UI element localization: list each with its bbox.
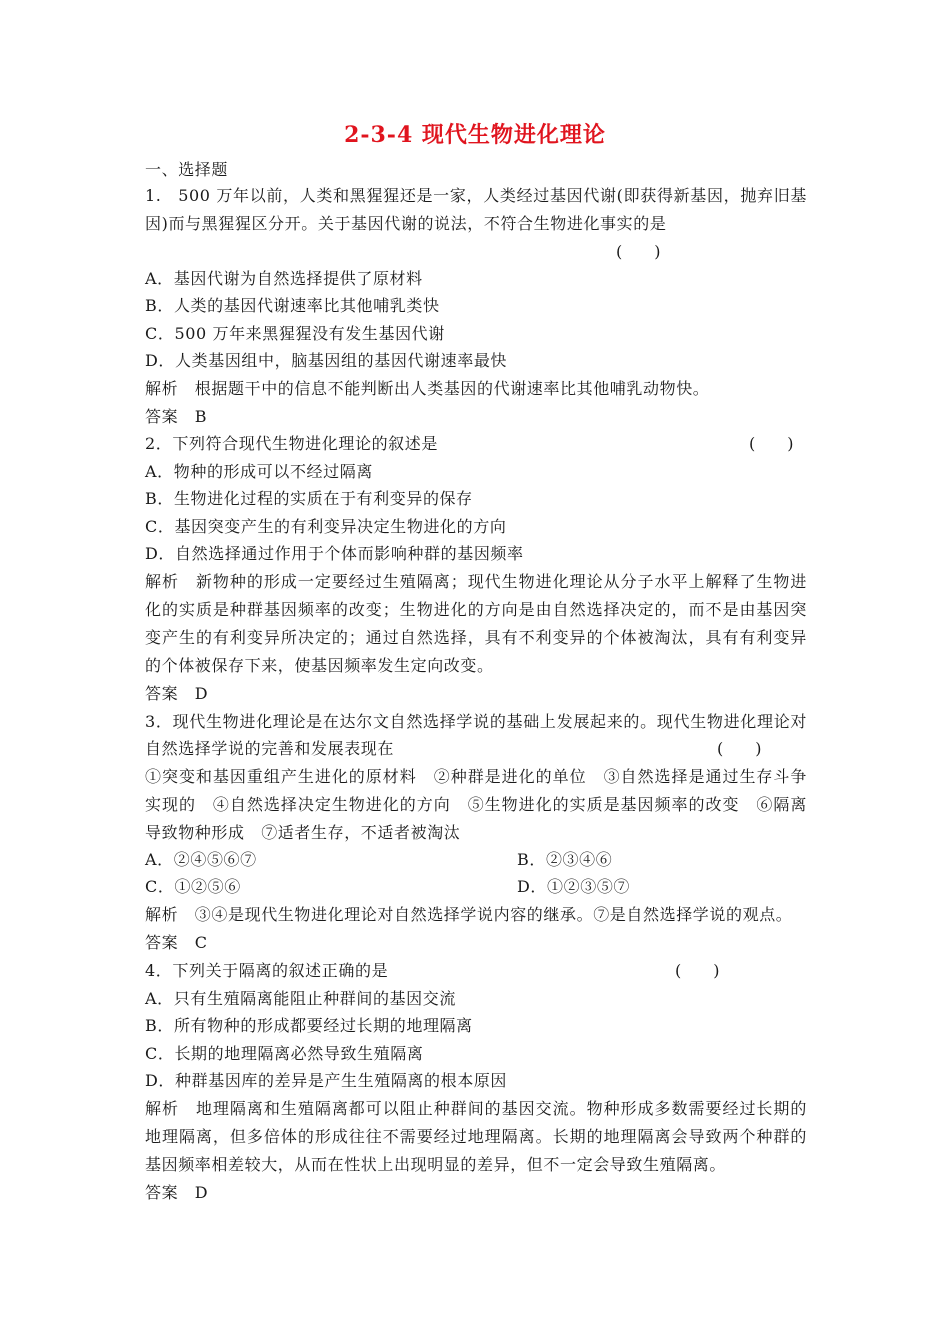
q3-option-a: A．②④⑤⑥⑦ xyxy=(145,850,257,869)
q3-statements-line: 实现的 ④自然选择决定生物进化的方向 ⑤生物进化的实质是基因频率的改变 ⑥隔离 xyxy=(145,795,807,814)
q4-analysis-line: 基因频率相差较大，从而在性状上出现明显的差异，但不一定会导致生殖隔离。 xyxy=(145,1155,727,1174)
q4-answer-paren: ( ) xyxy=(675,961,720,980)
q3-statements-line: 导致物种形成 ⑦适者生存，不适者被淘汰 xyxy=(145,823,461,842)
q1-stem-line: 因)而与黑猩猩区分开。关于基因代谢的说法，不符合生物进化事实的是 xyxy=(145,214,667,233)
q2-stem: 2．下列符合现代生物进化理论的叙述是 xyxy=(145,434,438,453)
q2-answer: 答案 D xyxy=(145,684,209,703)
q3-stem-line: 自然选择学说的完善和发展表现在 xyxy=(145,739,395,758)
q1-option-a: A．基因代谢为自然选择提供了原材料 xyxy=(145,269,423,288)
q3-answer-paren: ( ) xyxy=(717,739,762,758)
q1-answer: 答案 B xyxy=(145,407,208,426)
q2-answer-paren: ( ) xyxy=(749,434,794,453)
q4-option-c: C．长期的地理隔离必然导致生殖隔离 xyxy=(145,1044,424,1063)
q4-analysis-line: 地理隔离，但多倍体的形成往往不需要经过地理隔离。长期的地理隔离会导致两个种群的 xyxy=(145,1127,807,1146)
q4-stem: 4．下列关于隔离的叙述正确的是 xyxy=(145,961,389,980)
q3-statements-line: ①突变和基因重组产生进化的原材料 ②种群是进化的单位 ③自然选择是通过生存斗争 xyxy=(145,767,807,786)
section-heading: 一、选择题 xyxy=(145,160,229,179)
q3-option-c: C．①②⑤⑥ xyxy=(145,877,241,896)
q4-option-a: A．只有生殖隔离能阻止种群间的基因交流 xyxy=(145,989,456,1008)
q2-option-d: D．自然选择通过作用于个体而影响种群的基因频率 xyxy=(145,544,524,563)
q3-stem-line: 3．现代生物进化理论是在达尔文自然选择学说的基础上发展起来的。现代生物进化理论对 xyxy=(145,712,807,731)
q1-option-b: B．人类的基因代谢速率比其他哺乳类快 xyxy=(145,296,440,315)
q2-option-b: B．生物进化过程的实质在于有利变异的保存 xyxy=(145,489,473,508)
q2-analysis-line: 的个体被保存下来，使基因频率发生定向改变。 xyxy=(145,656,494,675)
q4-option-b: B．所有物种的形成都要经过长期的地理隔离 xyxy=(145,1016,473,1035)
q2-option-a: A．物种的形成可以不经过隔离 xyxy=(145,462,373,481)
q1-analysis: 解析 根据题干中的信息不能判断出人类基因的代谢速率比其他哺乳动物快。 xyxy=(145,379,710,398)
q1-stem-line: 1. 500 万年以前，人类和黑猩猩还是一家，人类经过基因代谢(即获得新基因，抛弃旧基 xyxy=(145,186,807,205)
document-title: 2-3-4 现代生物进化理论 xyxy=(344,122,606,148)
q2-analysis-line: 变产生的有利变异所决定的；通过自然选择，具有不利变异的个体被淘汰，具有有利变异 xyxy=(145,628,807,647)
q1-option-d: D．人类基因组中，脑基因组的基因代谢速率最快 xyxy=(145,351,508,370)
q2-analysis-line: 解析 新物种的形成一定要经过生殖隔离；现代生物进化理论从分子水平上解释了生物进 xyxy=(145,572,807,591)
q1-option-c: C．500 万年来黑猩猩没有发生基因代谢 xyxy=(145,324,445,343)
q4-analysis-line: 解析 地理隔离和生殖隔离都可以阻止种群间的基因交流。物种形成多数需要经过长期的 xyxy=(145,1099,807,1118)
q2-analysis-line: 化的实质是种群基因频率的改变；生物进化的方向是由自然选择决定的，而不是由基因突 xyxy=(145,600,807,619)
q3-analysis: 解析 ③④是现代生物进化理论对自然选择学说内容的继承。⑦是自然选择学说的观点。 xyxy=(145,905,793,924)
q4-option-d: D．种群基因库的差异是产生生殖隔离的根本原因 xyxy=(145,1071,508,1090)
q4-answer: 答案 D xyxy=(145,1183,209,1202)
q3-option-b: B．②③④⑥ xyxy=(517,850,613,869)
q1-answer-paren: ( ) xyxy=(616,242,661,261)
q3-answer: 答案 C xyxy=(145,933,208,952)
q3-option-d: D．①②③⑤⑦ xyxy=(517,877,631,896)
q2-option-c: C．基因突变产生的有利变异决定生物进化的方向 xyxy=(145,517,507,536)
